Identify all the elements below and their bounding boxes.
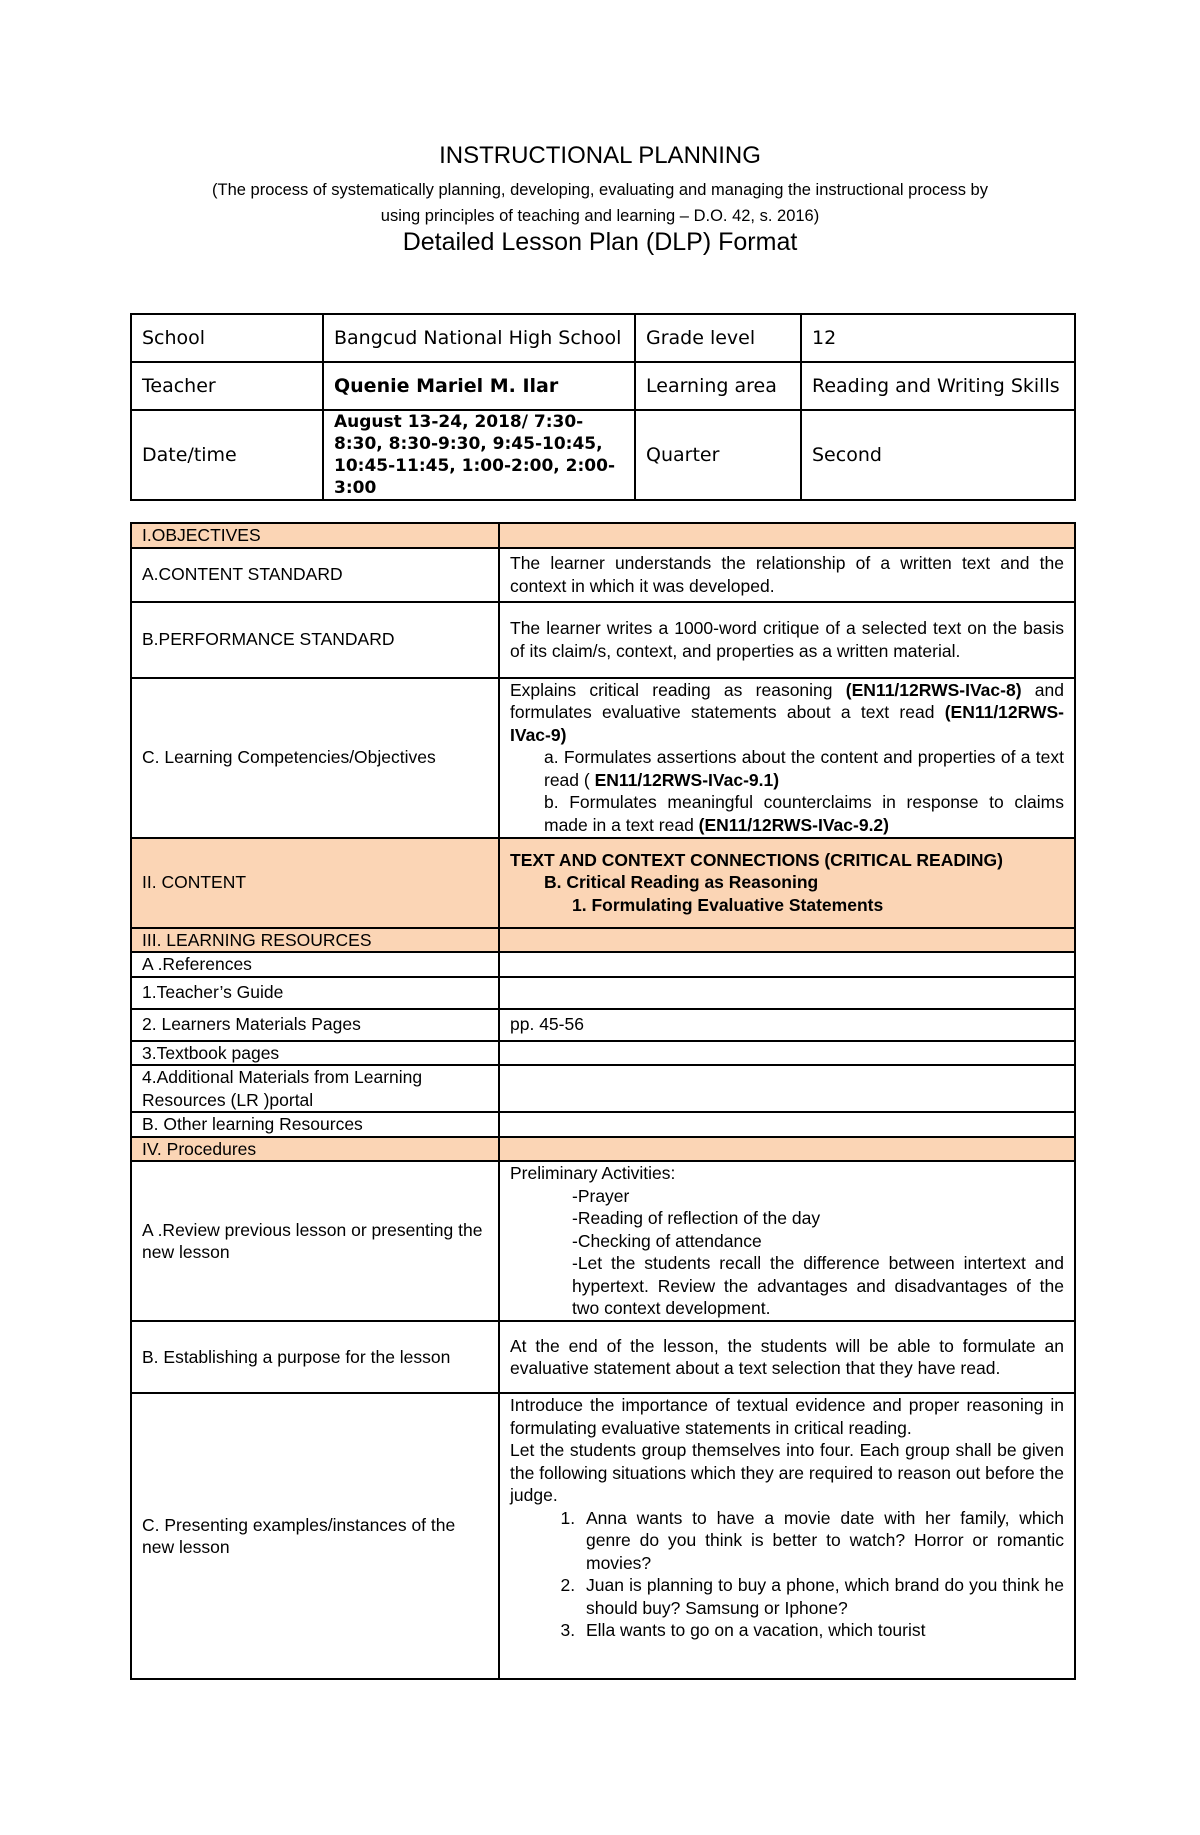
grade-label: Grade level <box>635 314 801 362</box>
subtitle-line-2: using principles of teaching and learning – D.O. 42, s. 2016) <box>380 207 820 225</box>
review-item-2: -Reading of reflection of the day <box>572 1208 821 1229</box>
lm-pages-label: 2. Learners Materials Pages <box>131 1009 499 1041</box>
review-item-3: -Checking of attendance <box>572 1230 762 1251</box>
purpose-label: B. Establishing a purpose for the lesson <box>131 1321 499 1393</box>
school-value: Bangcud National High School <box>323 314 635 362</box>
comp-code-1: (EN11/12RWS-IVac-8) <box>845 679 1022 700</box>
comp-b <box>510 791 1064 836</box>
lm-pages-value: pp. 45-56 <box>499 1009 1075 1041</box>
examples-item-2: 2. Juan is planning to buy a phone, which brand do you think he should buy? Samsung or Iphone? <box>580 1574 1064 1619</box>
teachers-guide-label: 1.Teacher’s Guide <box>131 977 499 1009</box>
competencies-label: C. Learning Competencies/Objectives <box>131 678 499 838</box>
content-label: II. CONTENT <box>131 838 499 928</box>
page-title: INSTRUCTIONAL PLANNING <box>439 142 761 169</box>
procedures-heading: IV. Procedures <box>131 1137 499 1162</box>
comp-a-text: a. Formulates assertions about the content and properties of a text read ( <box>544 747 1064 790</box>
content-line-1: TEXT AND CONTEXT CONNECTIONS (CRITICAL READING) <box>510 849 1003 870</box>
teachers-guide-empty <box>499 977 1075 1009</box>
additional-materials-empty <box>499 1065 1075 1112</box>
teacher-label: Teacher <box>131 362 323 410</box>
review-label: A .Review previous lesson or presenting the new lesson <box>131 1161 499 1321</box>
teacher-value: Quenie Mariel M. Ilar <box>323 362 635 410</box>
references-empty <box>499 952 1075 977</box>
date-label: Date/time <box>131 410 323 500</box>
review-item-4: -Let the students recall the difference between intertext and hypertext. Review the advantages and disadvantages of the two context development. <box>572 1253 1064 1319</box>
comp-a-code: EN11/12RWS-IVac-9.1) <box>594 769 780 790</box>
textbook-label: 3.Textbook pages <box>131 1041 499 1066</box>
examples-paragraph-2: Let the students group themselves into four. Each group shall be given the following situations which they are required to reason out before the judge. <box>510 1440 1064 1505</box>
subtitle-line-1: (The process of systematically planning, developing, evaluating and managing the instructional process by <box>212 181 988 199</box>
area-label: Learning area <box>635 362 801 410</box>
quarter-value: Second <box>801 410 1075 500</box>
review-value <box>499 1161 1075 1321</box>
examples-item-3: 3. Ella wants to go on a vacation, which tourist <box>580 1619 1064 1642</box>
other-resources-label: B. Other learning Resources <box>131 1112 499 1137</box>
examples-item-1: 1. Anna wants to have a movie date with her family, which genre do you think is better to watch? Horror or romantic movies? <box>580 1507 1064 1575</box>
content-standard-label: A.CONTENT STANDARD <box>131 548 499 602</box>
area-value: Reading and Writing Skills <box>801 362 1075 410</box>
competencies-value <box>499 678 1075 838</box>
review-intro: Preliminary Activities: <box>510 1163 676 1184</box>
performance-standard-value: The learner writes a 1000-word critique of a selected text on the basis of its claim/s, context, and properties as a written material. <box>499 602 1075 678</box>
resources-empty <box>499 928 1075 953</box>
content-line-3: 1. Formulating Evaluative Statements <box>572 894 884 915</box>
comp-b-text: b. Formulates meaningful counterclaims in response to claims made in a text read <box>544 792 1064 835</box>
content-line-2: B. Critical Reading as Reasoning <box>544 872 819 893</box>
info-table <box>130 313 1076 501</box>
purpose-value: At the end of the lesson, the students will be able to formulate an evaluative statement about a text selection that they have read. <box>499 1321 1075 1393</box>
examples-paragraph-1: Introduce the importance of textual evidence and proper reasoning in formulating evaluative statements in critical reading. <box>510 1395 1064 1438</box>
objectives-heading: I.OBJECTIVES <box>131 523 499 548</box>
comp-text-1: Explains critical reading as reasoning <box>510 679 846 700</box>
references-label: A .References <box>131 952 499 977</box>
quarter-label: Quarter <box>635 410 801 500</box>
comp-code-2: (EN11/12RWS-IVac-9) <box>510 702 1064 745</box>
examples-list <box>510 1507 1064 1642</box>
comp-b-code: (EN11/12RWS-IVac-9.2) <box>698 814 889 835</box>
performance-standard-label: B.PERFORMANCE STANDARD <box>131 602 499 678</box>
content-standard-value: The learner understands the relationship of a written text and the context in which it was developed. <box>499 548 1075 602</box>
content-value <box>499 838 1075 928</box>
lesson-plan-table <box>130 522 1076 1680</box>
review-item-1: -Prayer <box>572 1185 630 1206</box>
comp-text-2: and formulates evaluative statements about a text read <box>510 679 1064 723</box>
grade-value: 12 <box>801 314 1075 362</box>
additional-materials-label: 4.Additional Materials from Learning Resources (LR )portal <box>131 1065 499 1112</box>
textbook-empty <box>499 1041 1075 1066</box>
resources-heading: III. LEARNING RESOURCES <box>131 928 499 953</box>
format-title: Detailed Lesson Plan (DLP) Format <box>402 228 798 256</box>
other-resources-empty <box>499 1112 1075 1137</box>
examples-value <box>499 1393 1075 1679</box>
school-label: School <box>131 314 323 362</box>
comp-a <box>510 746 1064 791</box>
page-subtitle <box>0 177 1200 229</box>
objectives-empty <box>499 523 1075 548</box>
procedures-empty <box>499 1137 1075 1162</box>
date-value: August 13-24, 2018/ 7:30-8:30, 8:30-9:30, 9:45-10:45, 10:45-11:45, 1:00-2:00, 2:00-3:00 <box>323 410 635 500</box>
examples-label: C. Presenting examples/instances of the new lesson <box>131 1393 499 1679</box>
